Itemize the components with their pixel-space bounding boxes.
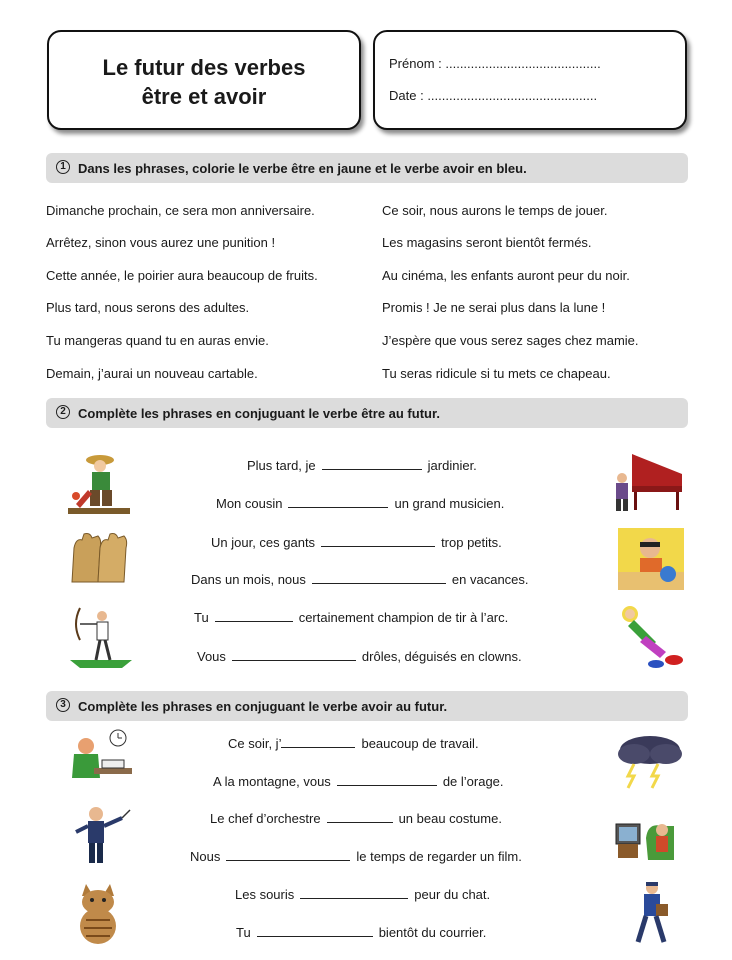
gloves-picture <box>68 530 130 586</box>
answer-blank[interactable] <box>312 572 446 584</box>
archer-picture <box>70 602 132 668</box>
s1-right-sentence: Tu seras ridicule si tu mets ce chapeau. <box>382 366 611 381</box>
s1-right-sentence: Promis ! Je ne serai plus dans la lune ! <box>382 300 606 315</box>
s3-sentence: A la montagne, vous de l’orage. <box>213 774 504 789</box>
section3-instruction: Complète les phrases en conjuguant le verbe avoir au futur. <box>78 699 448 714</box>
firstname-dots: ........................................... <box>445 56 601 71</box>
s3-sentence: Tu bientôt du courrier. <box>236 925 487 940</box>
s1-right-sentence: Les magasins seront bientôt fermés. <box>382 235 592 250</box>
conductor-picture <box>72 804 132 866</box>
beach-boy-picture <box>618 528 684 590</box>
section2-number: 2 <box>56 405 70 419</box>
s1-right-sentence: Au cinéma, les enfants auront peur du noir. <box>382 268 630 283</box>
answer-blank[interactable] <box>337 774 437 786</box>
s2-sentence: Un jour, ces gants trop petits. <box>211 535 502 550</box>
s1-left-sentence: Dimanche prochain, ce sera mon anniversaire. <box>46 203 315 218</box>
page-title-line2: être et avoir <box>141 84 267 109</box>
section2-instruction: Complète les phrases en conjuguant le verbe être au futur. <box>78 406 440 421</box>
section1-instruction: Dans les phrases, colorie le verbe être en jaune et le verbe avoir en bleu. <box>78 161 527 176</box>
s3-sentence: Nous le temps de regarder un film. <box>190 849 522 864</box>
answer-blank[interactable] <box>300 887 408 899</box>
date-field[interactable] <box>389 88 597 103</box>
student-info-box <box>373 30 687 130</box>
answer-blank[interactable] <box>257 925 373 937</box>
storm-cloud-picture <box>614 730 686 792</box>
answer-blank[interactable] <box>321 535 435 547</box>
s1-right-sentence: Ce soir, nous aurons le temps de jouer. <box>382 203 608 218</box>
s2-sentence: Mon cousin un grand musicien. <box>216 496 505 511</box>
s2-sentence: Plus tard, je jardinier. <box>247 458 477 473</box>
cat-picture <box>70 880 126 946</box>
office-worker-picture <box>66 728 134 790</box>
s1-left-sentence: Plus tard, nous serons des adultes. <box>46 300 250 315</box>
answer-blank[interactable] <box>322 458 422 470</box>
date-label: Date : <box>389 88 424 103</box>
s2-sentence: Dans un mois, nous en vacances. <box>191 572 529 587</box>
section3-number: 3 <box>56 698 70 712</box>
firstname-label: Prénom : <box>389 56 442 71</box>
s3-sentence: Ce soir, j’ beaucoup de travail. <box>228 736 479 751</box>
answer-blank[interactable] <box>288 496 388 508</box>
answer-blank[interactable] <box>215 610 293 622</box>
clown-picture <box>616 602 686 670</box>
answer-blank[interactable] <box>226 849 350 861</box>
s1-left-sentence: Demain, j’aurai un nouveau cartable. <box>46 366 258 381</box>
s1-left-sentence: Tu mangeras quand tu en auras envie. <box>46 333 269 348</box>
section1-header <box>46 153 688 183</box>
tv-viewer-picture <box>612 808 684 868</box>
date-dots: ............................................... <box>427 88 598 103</box>
page-title-line1: Le futur des verbes <box>102 55 306 80</box>
section3-header <box>46 691 688 721</box>
s1-left-sentence: Cette année, le poirier aura beaucoup de fruits. <box>46 268 318 283</box>
s1-left-sentence: Arrêtez, sinon vous aurez une punition ! <box>46 235 276 250</box>
firstname-field[interactable] <box>389 56 601 71</box>
answer-blank[interactable] <box>281 736 355 748</box>
postman-picture <box>628 880 674 946</box>
s3-sentence: Les souris peur du chat. <box>235 887 491 902</box>
piano-picture <box>612 450 686 512</box>
answer-blank[interactable] <box>327 811 393 823</box>
answer-blank[interactable] <box>232 649 356 661</box>
s2-sentence: Vous drôles, déguisés en clowns. <box>197 649 522 664</box>
s1-right-sentence: J’espère que vous serez sages chez mamie. <box>382 333 639 348</box>
s2-sentence: Tu certainement champion de tir à l’arc. <box>194 610 509 625</box>
section2-header <box>46 398 688 428</box>
title-box <box>47 30 361 130</box>
s3-sentence: Le chef d’orchestre un beau costume. <box>210 811 502 826</box>
gardener-picture <box>68 450 130 516</box>
section1-number: 1 <box>56 160 70 174</box>
